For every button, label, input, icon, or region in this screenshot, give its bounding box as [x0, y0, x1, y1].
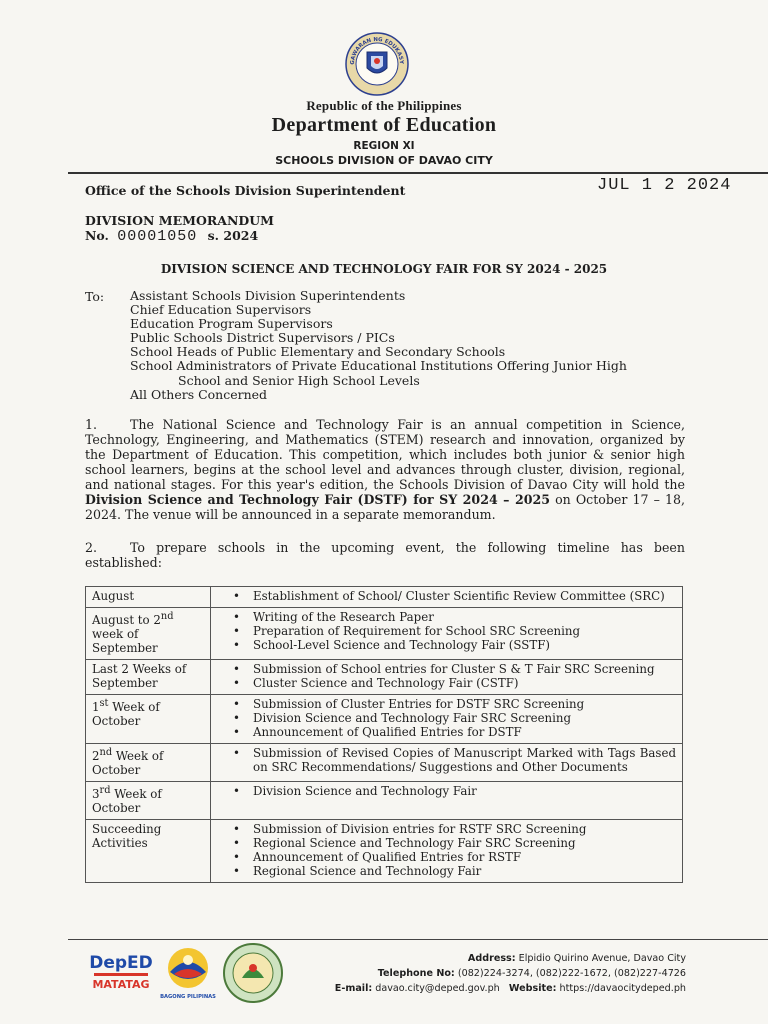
svg-text:MATATAG: MATATAG	[92, 978, 150, 991]
office-line: Office of the Schools Division Superintendent	[85, 183, 406, 198]
recipient: Chief Education Supervisors	[130, 302, 312, 318]
timeline-activity: • Regional Science and Technology Fair	[253, 864, 676, 878]
timeline-period: Succeeding Activities	[86, 819, 211, 882]
address-value: Elpidio Quirino Avenue, Davao City	[518, 953, 686, 964]
timeline-period: August	[86, 587, 211, 608]
memo-subject: DIVISION SCIENCE AND TECHNOLOGY FAIR FOR SY 2024 - 2025	[160, 262, 608, 276]
timeline-activity: • Submission of Revised Copies of Manuscript Marked with Tags Based on SRC Recommendations/ Suggestions and Other Documents	[253, 746, 676, 774]
telephone-value: (082)224-3274, (082)222-1672, (082)227-4726	[457, 968, 686, 979]
website-label: Website:	[508, 983, 557, 994]
timeline-activities	[211, 743, 683, 781]
recipient: School and Senior High School Levels	[178, 372, 420, 388]
memo-series: s. 2024	[207, 228, 259, 243]
paragraph-bold-text: Division Science and Technology Fair (DSTF) for SY 2024 – 2025	[85, 492, 550, 507]
telephone-label: Telephone No:	[377, 968, 455, 979]
email-label: E-mail:	[334, 983, 373, 994]
date-stamp: JUL 1 2 2024	[597, 176, 732, 195]
telephone-line	[335, 966, 686, 981]
timeline-activity: • Division Science and Technology Fair	[253, 784, 676, 798]
svg-text:BAGONG PILIPINAS: BAGONG PILIPINAS	[160, 994, 216, 1000]
timeline-activity: • Cluster Science and Technology Fair (CSTF)	[253, 676, 676, 690]
timeline-row	[86, 781, 683, 819]
footer-divider	[68, 939, 768, 940]
division-heading: SCHOOLS DIVISION OF DAVAO CITY	[275, 154, 493, 167]
timeline-period: August to 2nd week of September	[86, 608, 211, 660]
paragraph-text: The National Science and Technology Fair is an annual competition in Science, Technology, Engineering, and Mathematics (STEM) research and innovation, organized by the Department of Education. This competition, which includes both junior & senior high school learners, begins at the school level and advances through cluster, division, regional, and national stages. For this year's edition, the Schools Division of Davao City will hold the	[85, 417, 685, 492]
website-link[interactable]: https://davaocitydeped.ph	[559, 983, 686, 994]
timeline-activities	[211, 659, 683, 694]
recipient-list	[130, 289, 627, 402]
timeline-period: 3rd Week of October	[86, 781, 211, 819]
paragraph-number: 2.	[85, 540, 98, 555]
timeline-period: 1st Week of October	[86, 694, 211, 743]
memo-number: 00001050	[117, 228, 198, 245]
recipient: Public Schools District Supervisors / PICs	[130, 330, 395, 346]
timeline-activities	[211, 608, 683, 660]
deped-matatag-logo	[88, 946, 154, 996]
timeline-activities	[211, 694, 683, 743]
timeline-row	[86, 608, 683, 660]
paragraph-2	[85, 540, 685, 570]
timeline-period: 2nd Week of October	[86, 743, 211, 781]
republic-heading: Republic of the Philippines	[306, 98, 462, 113]
timeline-activity: • Writing of the Research Paper	[253, 610, 676, 624]
recipient: All Others Concerned	[130, 386, 268, 402]
timeline-activity: • School-Level Science and Technology Fair (SSTF)	[253, 638, 676, 652]
bagong-pilipinas-logo	[158, 942, 218, 1002]
timeline-row	[86, 659, 683, 694]
timeline-activities	[211, 781, 683, 819]
deped-seal	[345, 32, 409, 96]
recipient: School Administrators of Private Educational Institutions Offering Junior High	[130, 358, 627, 374]
timeline-table	[85, 586, 683, 883]
recipient: Education Program Supervisors	[130, 316, 333, 332]
timeline-row	[86, 587, 683, 608]
footer-contact	[335, 951, 686, 996]
timeline-activity: • Announcement of Qualified Entries for RSTF	[253, 850, 676, 864]
email-line	[335, 981, 686, 996]
timeline-activity: • Preparation of Requirement for School SRC Screening	[253, 624, 676, 638]
memo-title: DIVISION MEMORANDUM	[85, 213, 274, 228]
timeline-activities	[211, 819, 683, 882]
paragraph-number: 1.	[85, 417, 98, 432]
paragraph-text: To prepare schools in the upcoming event, the following timeline has been established:	[85, 540, 685, 570]
timeline-activity: • Submission of Cluster Entries for DSTF SRC Screening	[253, 697, 676, 711]
header-divider	[68, 172, 768, 174]
timeline-activities	[211, 587, 683, 608]
paragraph-text: on October 17 – 18, 2024. The venue will be announced in a separate memorandum.	[85, 492, 685, 522]
timeline-row	[86, 743, 683, 781]
memo-number-line	[85, 228, 258, 245]
paragraph-1	[85, 417, 685, 522]
svg-text:DepED: DepED	[89, 953, 153, 973]
memo-no-label: No.	[85, 228, 109, 243]
region-heading: REGION XI	[353, 140, 415, 152]
timeline-row	[86, 819, 683, 882]
address-label: Address:	[467, 953, 516, 964]
timeline-activity: • Submission of Division entries for RSTF SRC Screening	[253, 822, 676, 836]
department-heading: Department of Education	[271, 114, 497, 136]
timeline-row	[86, 694, 683, 743]
timeline-activity: • Regional Science and Technology Fair SRC Screening	[253, 836, 676, 850]
recipient: School Heads of Public Elementary and Secondary Schools	[130, 344, 506, 360]
timeline-activity: • Announcement of Qualified Entries for DSTF	[253, 725, 676, 739]
timeline-period: Last 2 Weeks of September	[86, 659, 211, 694]
address-line	[335, 951, 686, 966]
timeline-activity: • Division Science and Technology Fair SRC Screening	[253, 711, 676, 725]
division-seal-logo	[222, 942, 284, 1004]
to-label: To:	[85, 289, 105, 304]
timeline-activity: • Submission of School entries for Cluster S & T Fair SRC Screening	[253, 662, 676, 676]
svg-text:KAGAWARAN NG EDUKASYON: GAWARAN NG EDUKASY	[349, 36, 405, 65]
email-link[interactable]: davao.city@deped.gov.ph	[375, 983, 500, 994]
recipient: Assistant Schools Division Superintendents	[130, 288, 406, 303]
timeline-activity: • Establishment of School/ Cluster Scientific Review Committee (SRC)	[253, 589, 676, 603]
